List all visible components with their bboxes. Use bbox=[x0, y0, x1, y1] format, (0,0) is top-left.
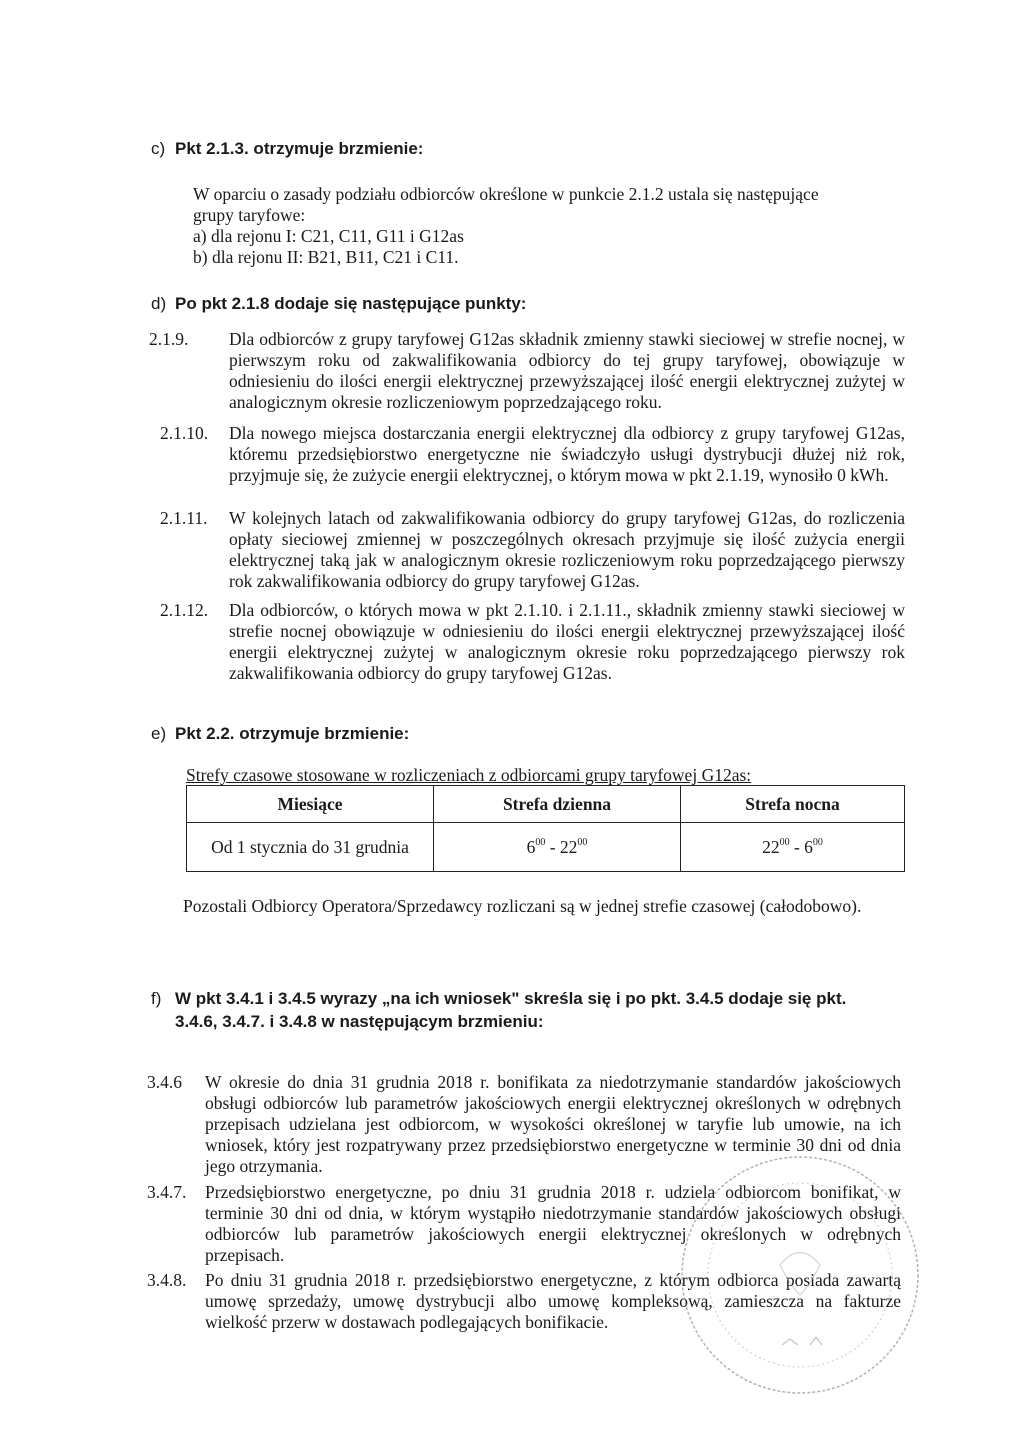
point-number: 2.1.10. bbox=[160, 423, 209, 443]
point-number: 2.1.12. bbox=[160, 600, 209, 620]
section-c-item-b: b) dla rejonu II: B21, B11, C21 i C11. bbox=[193, 247, 459, 267]
point-text: Po dniu 31 grudnia 2018 r. przedsiębiorstwo energetyczne, z którym odbiorca posiada zawartą umowę sprzedaży, umowę dystrybucji albo umowę kompleksową, zamieszcza na fakturze wielkość przerw w dostawach podlegających bonifikacie. bbox=[205, 1270, 901, 1332]
section-f-title-line1: W pkt 3.4.1 i 3.4.5 wyrazy „na ich wniosek" skreśla się i po pkt. 3.4.5 dodaje się pkt. bbox=[175, 989, 847, 1008]
day-to-minutes: 00 bbox=[577, 836, 588, 848]
table-cell-night-zone bbox=[681, 823, 905, 872]
night-separator: - bbox=[789, 836, 805, 857]
night-to-hour: 6 bbox=[804, 836, 813, 857]
point-number: 2.1.11. bbox=[160, 508, 208, 528]
section-f-title-line2: 3.4.6, 3.4.7. i 3.4.8 w następującym brzmieniu: bbox=[175, 1012, 544, 1031]
section-e-title: Pkt 2.2. otrzymuje brzmienie: bbox=[175, 724, 410, 743]
table-row bbox=[187, 823, 905, 872]
night-from-minutes: 00 bbox=[779, 836, 790, 848]
day-from-minutes: 00 bbox=[535, 836, 546, 848]
section-c-item-a: a) dla rejonu I: C21, C11, G11 i G12as bbox=[193, 226, 464, 246]
point-text: Dla nowego miejsca dostarczania energii elektrycznej dla odbiorcy z grupy taryfowej G12as, któremu przedsiębiorstwo energetyczne nie świadczyło usługi dystrybucji dłużej niż rok, przyjmuje się, że zużycie energii elektrycznej, o którym mowa w pkt 2.1.19, wynosiło 0 kWh. bbox=[229, 423, 905, 485]
table-cell-months: Od 1 stycznia do 31 grudnia bbox=[187, 823, 434, 872]
section-d-heading bbox=[151, 293, 526, 314]
section-f-heading bbox=[151, 987, 911, 1033]
section-d-title: Po pkt 2.1.8 dodaje się następujące punkty: bbox=[175, 294, 527, 313]
point-number: 2.1.9. bbox=[149, 329, 189, 349]
section-c-letter: c) bbox=[151, 139, 166, 158]
table-header-day-zone: Strefa dzienna bbox=[434, 786, 681, 823]
section-c-intro bbox=[193, 184, 905, 268]
point-text: W kolejnych latach od zakwalifikowania odbiorcy do grupy taryfowej G12as, do rozliczenia opłaty sieciowej zmiennej w poszczególnych okresach przyjmuje się ilość zużycia energii elektrycznej taką jak w analogicznym okresie rozliczeniowym roku poprzedzającego pierwszy rok zakwalifikowania odbiorcy do grupy taryfowej G12as. bbox=[229, 508, 905, 591]
point-number: 3.4.8. bbox=[147, 1270, 187, 1290]
table-header-night-zone: Strefa nocna bbox=[681, 786, 905, 823]
day-to-hour: 22 bbox=[559, 836, 578, 857]
table-cell-day-zone bbox=[434, 823, 681, 872]
point-text: Przedsiębiorstwo energetyczne, po dniu 31 grudnia 2018 r. udziela odbiorcom bonifikat, w terminie 30 dni od dnia, w którym wystąpiło niedotrzymanie standardów jakościowych obsługi odbiorców lub parametrów jakościowych energii elektrycznej określonych w odrębnych przepisach. bbox=[205, 1182, 901, 1265]
section-f-letter: f) bbox=[151, 989, 162, 1008]
point-number: 3.4.6 bbox=[147, 1072, 182, 1092]
day-from-hour: 6 bbox=[526, 836, 536, 857]
day-separator: - bbox=[545, 836, 560, 857]
section-e-letter: e) bbox=[151, 724, 167, 743]
point-text: W okresie do dnia 31 grudnia 2018 r. bonifikata za niedotrzymanie standardów jakościowych obsługi odbiorców lub parametrów jakościowych energii elektrycznej określonych w odrębnych przepisach udzielana jest odbiorcom, w wysokości określonej w taryfie lub umowie, na ich wniosek, który jest rozpatrywany przez przedsiębiorstwo energetyczne w terminie 30 dni od dnia jego otrzymania. bbox=[205, 1072, 901, 1176]
section-c-intro-line2: grupy taryfowe: bbox=[193, 205, 306, 225]
section-c-title: Pkt 2.1.3. otrzymuje brzmienie: bbox=[175, 139, 424, 158]
point-text: Dla odbiorców, o których mowa w pkt 2.1.10. i 2.1.11., składnik zmienny stawki sieciowej w strefie nocnej obowiązuje w odniesieniu do ilości energii elektrycznej przewyższającej ilość energii elektrycznej zużytej w analogicznym okresie roku poprzedzającego pierwszy rok zakwalifikowania odbiorcy do grupy taryfowej G12as. bbox=[229, 600, 905, 683]
section-e-heading bbox=[151, 723, 409, 744]
official-seal-stamp bbox=[670, 1145, 930, 1405]
table-header-row bbox=[187, 786, 905, 823]
section-d-letter: d) bbox=[151, 294, 167, 313]
section-c-intro-line1: W oparciu o zasady podziału odbiorców określone w punkcie 2.1.2 ustala się następujące bbox=[193, 184, 819, 204]
point-text: Dla odbiorców z grupy taryfowej G12as składnik zmienny stawki sieciowej w strefie nocnej, w pierwszym roku od zakwalifikowania odbiorcy do tej grupy taryfowej, obowiązuje w odniesieniu do ilości energii elektrycznej przewyższającej ilość energii elektrycznej zużytej w analogicznym okresie rozliczeniowym poprzedzającego roku. bbox=[229, 329, 905, 412]
table-caption: Strefy czasowe stosowane w rozliczeniach z odbiorcami grupy taryfowej G12as: bbox=[186, 765, 752, 785]
table-header-months: Miesiące bbox=[187, 786, 434, 823]
night-to-minutes: 00 bbox=[812, 836, 823, 848]
time-zones-table bbox=[186, 785, 905, 872]
other-customers-note: Pozostali Odbiorcy Operatora/Sprzedawcy rozliczani są w jednej strefie czasowej (całodobowo). bbox=[183, 896, 862, 916]
night-from-hour: 22 bbox=[762, 836, 780, 857]
point-number: 3.4.7. bbox=[147, 1182, 187, 1202]
section-c-heading bbox=[151, 138, 423, 159]
